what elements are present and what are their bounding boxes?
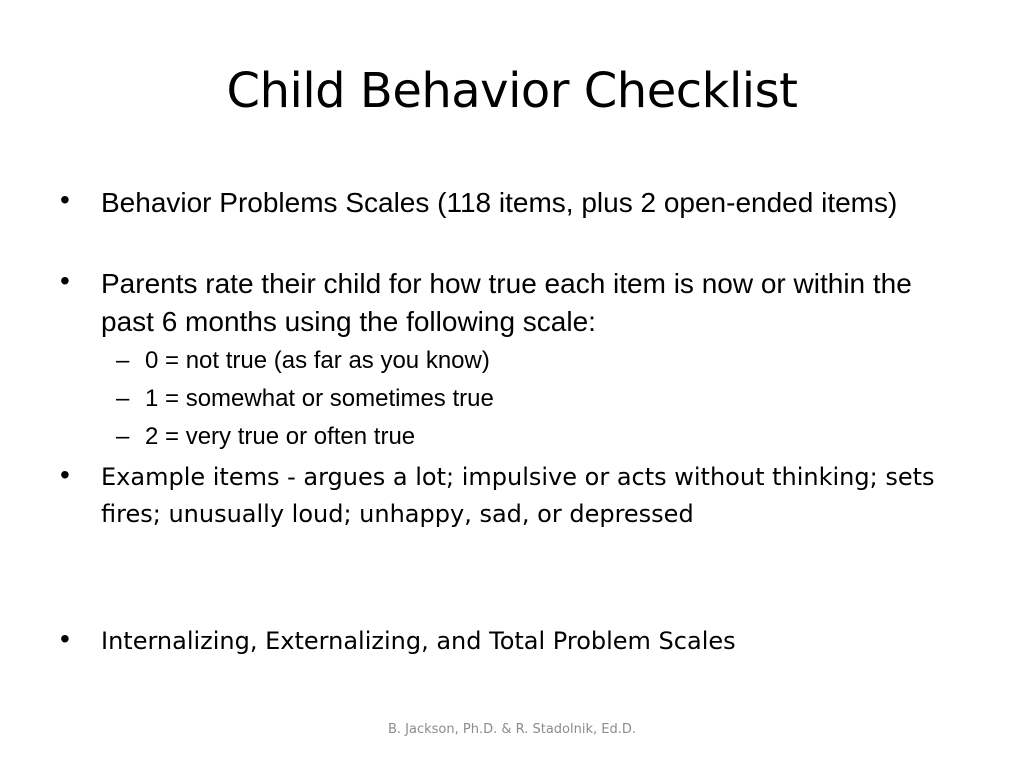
bullet-marker: • <box>60 459 70 490</box>
bullet-marker: • <box>60 184 70 215</box>
dash-marker: – <box>116 347 130 374</box>
slide-title: Child Behavior Checklist <box>226 63 798 119</box>
bullet-text: Example items - argues a lot; impulsive or acts without thinking; sets fires; unusually loud; unhappy, sad, or depressed <box>101 463 935 528</box>
dash-marker: – <box>116 423 130 450</box>
dash-marker: – <box>116 385 130 412</box>
bullet-marker: • <box>60 623 70 654</box>
bullet-text: Parents rate their child for how true each item is now or within the past 6 months using the following scale: <box>101 268 912 337</box>
bullet-text: Internalizing, Externalizing, and Total Problem Scales <box>101 627 736 655</box>
bullet-text: Behavior Problems Scales (118 items, plus 2 open-ended items) <box>101 187 898 218</box>
scale-item-text: 0 = not true (as far as you know) <box>145 347 490 374</box>
slide-footer: B. Jackson, Ph.D. & R. Stadolnik, Ed.D. <box>388 722 636 737</box>
scale-item-text: 2 = very true or often true <box>145 423 416 450</box>
bullet-marker: • <box>60 265 70 296</box>
scale-item-text: 1 = somewhat or sometimes true <box>145 385 494 412</box>
